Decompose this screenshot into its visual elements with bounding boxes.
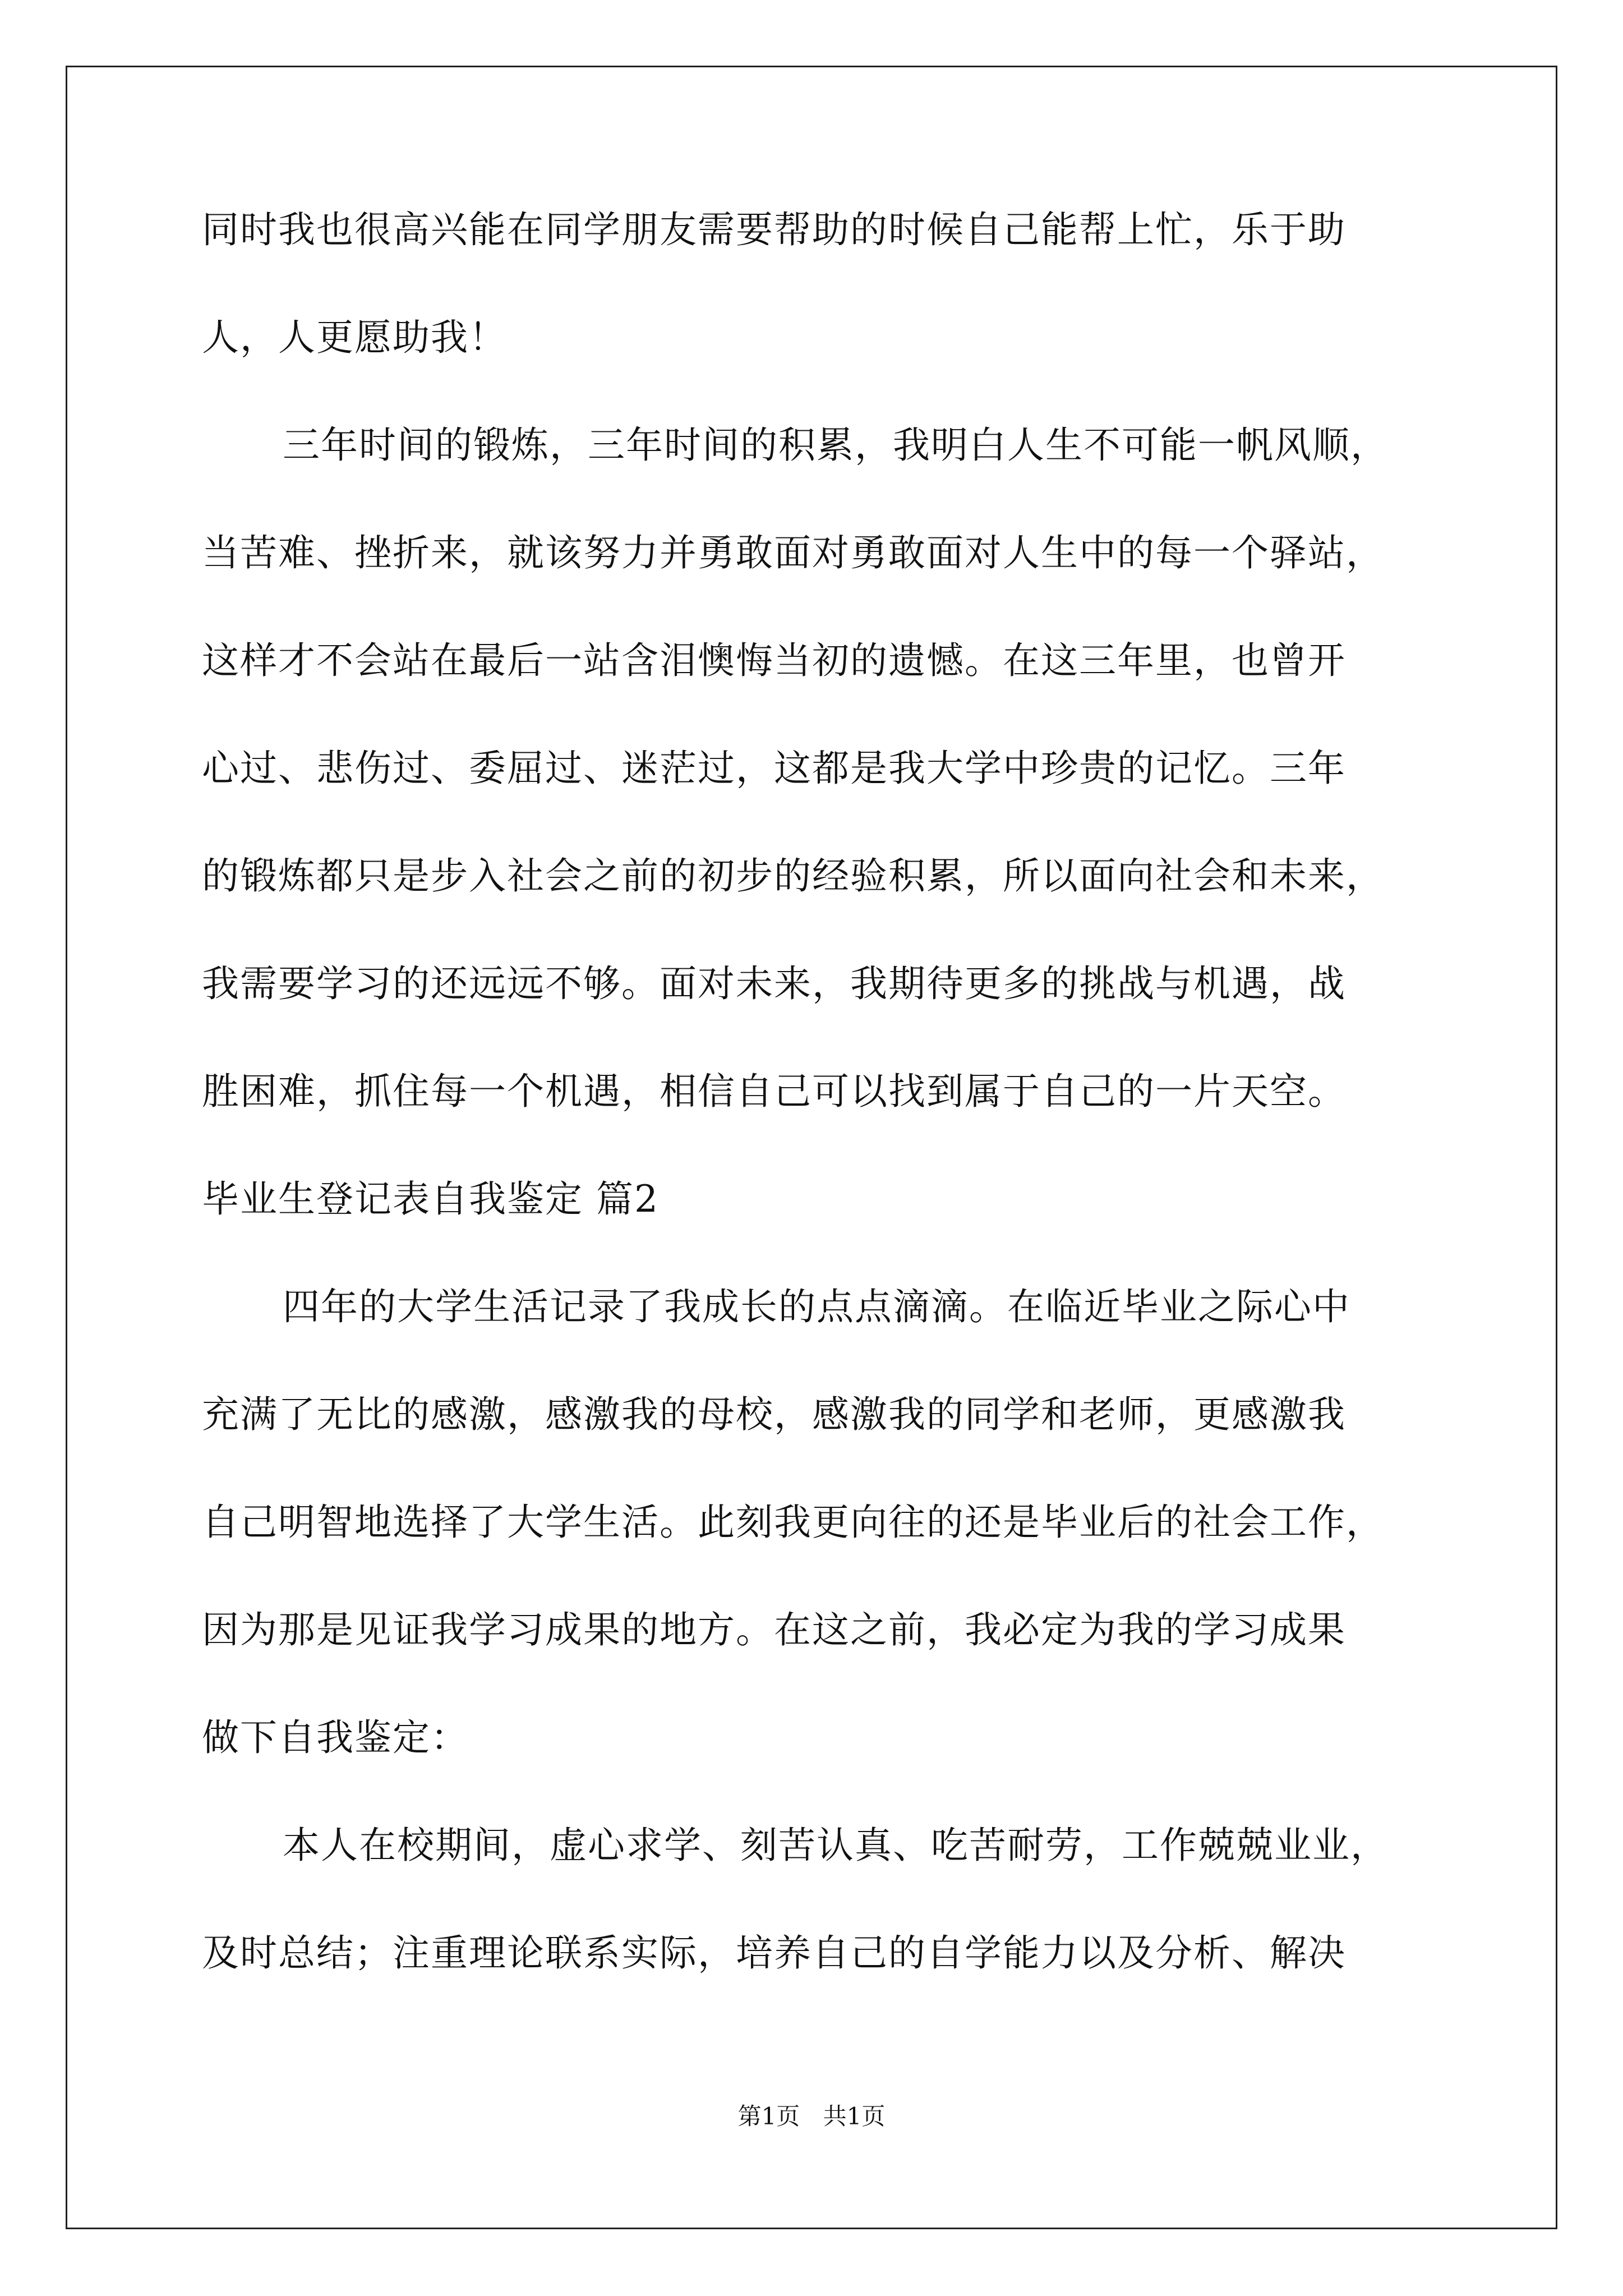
section-heading: 毕业生登记表自我鉴定 篇2 [202, 1177, 659, 1221]
paragraph-line: 因为那是见证我学习成果的地方。在这之前，我必定为我的学习成果 [202, 1608, 1346, 1651]
paragraph-line: 四年的大学生活记录了我成长的点点滴滴。在临近毕业之际心中 [283, 1285, 1350, 1328]
page-border [66, 66, 1557, 2229]
paragraph-line: 这样才不会站在最后一站含泪懊悔当初的遗憾。在这三年里，也曾开 [202, 639, 1346, 682]
paragraph-line: 自己明智地选择了大学生活。此刻我更向往的还是毕业后的社会工作， [202, 1501, 1384, 1544]
paragraph-line: 做下自我鉴定： [202, 1716, 469, 1759]
page-total: 共1页 [823, 2102, 886, 2130]
paragraph-line: 心过、悲伤过、委屈过、迷茫过，这都是我大学中珍贵的记忆。三年 [202, 747, 1346, 790]
paragraph-line: 我需要学习的还远远不够。面对未来，我期待更多的挑战与机遇，战 [202, 962, 1346, 1005]
paragraph-line: 的锻炼都只是步入社会之前的初步的经验积累，所以面向社会和未来， [202, 854, 1384, 898]
paragraph-line: 本人在校期间，虚心求学、刻苦认真、吃苦耐劳，工作兢兢业业， [283, 1824, 1389, 1867]
paragraph-line: 及时总结；注重理论联系实际，培养自己的自学能力以及分析、解决 [202, 1931, 1346, 1975]
paragraph-line: 胜困难，抓住每一个机遇，相信自己可以找到属于自己的一片天空。 [202, 1070, 1346, 1113]
paragraph-line: 人，人更愿助我！ [202, 316, 507, 359]
page-number: 第1页 [737, 2102, 800, 2130]
paragraph-line: 三年时间的锻炼，三年时间的积累，我明白人生不可能一帆风顺， [283, 424, 1389, 467]
paragraph-line: 当苦难、挫折来，就该努力并勇敢面对勇敢面对人生中的每一个驿站， [202, 531, 1384, 574]
page-footer [0, 2101, 1623, 2132]
paragraph-line: 同时我也很高兴能在同学朋友需要帮助的时候自己能帮上忙，乐于助 [202, 208, 1346, 251]
paragraph-line: 充满了无比的感激，感激我的母校，感激我的同学和老师，更感激我 [202, 1393, 1346, 1436]
